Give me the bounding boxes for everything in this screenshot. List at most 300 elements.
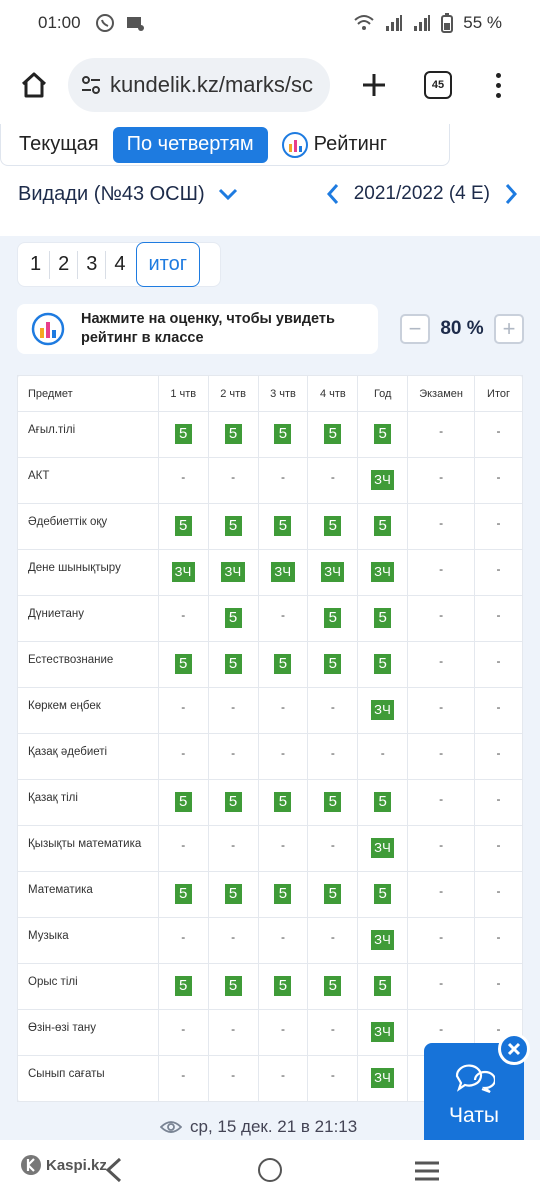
grade-cell	[208, 1056, 258, 1102]
grade-cell	[208, 642, 258, 688]
grade-cell	[208, 550, 258, 596]
subject-name: Ағыл.тілі	[18, 412, 159, 458]
grade-cell	[158, 780, 208, 826]
col-header: 2 чтв	[208, 376, 258, 412]
rating-chart-icon	[282, 132, 308, 158]
subject-name: Өзін-өзі тану	[18, 1010, 159, 1056]
recent-apps-icon[interactable]	[414, 1160, 440, 1182]
grade-cell	[208, 826, 258, 872]
grade-cell	[358, 1056, 408, 1102]
empty-grade: -	[496, 976, 501, 990]
quarter-2[interactable]: 2	[50, 251, 78, 279]
subject-name: АКТ	[18, 458, 159, 504]
grade-cell	[258, 734, 308, 780]
zoom-level: 80 %	[440, 318, 484, 339]
grade-cell	[208, 412, 258, 458]
grade-badge[interactable]: 5	[374, 654, 391, 674]
subject-name: Музыка	[18, 918, 159, 964]
school-year: 2021/2022 (4 Е)	[353, 183, 490, 204]
empty-grade: -	[496, 654, 501, 668]
url-text: kundelik.kz/marks/sc	[110, 72, 313, 97]
empty-grade: -	[181, 838, 186, 852]
subject-name: Естествознание	[18, 642, 159, 688]
empty-grade: -	[496, 424, 501, 438]
grade-cell	[258, 550, 308, 596]
grade-cell	[408, 642, 475, 688]
grade-cell	[158, 458, 208, 504]
rating-hint	[17, 304, 378, 354]
empty-grade: -	[439, 654, 444, 668]
subject-name: Көркем еңбек	[18, 688, 159, 734]
empty-grade: -	[280, 470, 285, 484]
empty-grade: -	[181, 930, 186, 944]
grade-cell	[408, 550, 475, 596]
empty-grade: -	[280, 930, 285, 944]
grade-cell	[308, 458, 358, 504]
grade-cell	[308, 1056, 358, 1102]
grade-badge[interactable]: 5	[324, 654, 341, 674]
empty-grade: -	[439, 976, 444, 990]
empty-grade: -	[280, 700, 285, 714]
grade-cell	[475, 964, 523, 1010]
subject-name: Қызықты математика	[18, 826, 159, 872]
grade-cell	[158, 550, 208, 596]
table-row	[18, 918, 523, 964]
zoom-out-button[interactable]: −	[400, 314, 430, 344]
table-row	[18, 734, 523, 780]
grade-badge[interactable]: 5	[225, 516, 242, 536]
empty-grade: -	[496, 470, 501, 484]
grade-badge[interactable]: 5	[175, 654, 192, 674]
grade-cell	[358, 458, 408, 504]
grade-badge[interactable]: 5	[324, 884, 341, 904]
grade-badge[interactable]: 5	[374, 792, 391, 812]
empty-grade: -	[330, 1022, 335, 1036]
grade-cell	[208, 964, 258, 1010]
grade-cell	[475, 412, 523, 458]
empty-grade: -	[231, 1068, 236, 1082]
signal-icon	[385, 14, 403, 32]
grade-cell	[208, 596, 258, 642]
quarter-3[interactable]: 3	[78, 251, 106, 279]
grade-badge[interactable]: 5	[225, 792, 242, 812]
grade-cell	[475, 780, 523, 826]
pass-badge[interactable]: ЗЧ	[371, 1068, 394, 1088]
navigation-bar	[0, 1140, 540, 1200]
grade-cell	[358, 780, 408, 826]
grade-cell	[158, 688, 208, 734]
grade-badge[interactable]: 5	[225, 424, 242, 444]
empty-grade: -	[439, 470, 444, 484]
empty-grade: -	[330, 746, 335, 760]
empty-grade: -	[380, 746, 385, 760]
grade-badge[interactable]: 5	[225, 654, 242, 674]
grade-cell	[158, 826, 208, 872]
empty-grade: -	[439, 792, 444, 806]
empty-grade: -	[330, 930, 335, 944]
back-icon[interactable]	[104, 1156, 124, 1184]
grade-badge[interactable]: 5	[175, 976, 192, 996]
grade-cell	[208, 688, 258, 734]
grade-badge[interactable]: 5	[225, 608, 242, 628]
empty-grade: -	[439, 838, 444, 852]
grade-cell	[258, 826, 308, 872]
school-selector[interactable]: Видади (№43 ОСШ)	[18, 182, 205, 205]
last-updated	[160, 1117, 357, 1137]
grade-cell	[308, 642, 358, 688]
grade-cell	[358, 826, 408, 872]
whatsapp-icon	[95, 13, 115, 33]
pass-badge[interactable]: ЗЧ	[371, 1022, 394, 1042]
plus-icon	[361, 72, 387, 98]
grade-badge[interactable]: 5	[374, 976, 391, 996]
col-header: Итог	[475, 376, 523, 412]
rating-chart-icon	[31, 312, 65, 346]
grade-cell	[308, 504, 358, 550]
grade-cell	[258, 872, 308, 918]
table-row	[18, 964, 523, 1010]
eye-icon	[160, 1119, 182, 1135]
grade-cell	[258, 688, 308, 734]
pass-badge[interactable]: ЗЧ	[321, 562, 344, 582]
tab-current[interactable]: Текущая	[19, 133, 99, 155]
grade-cell	[358, 872, 408, 918]
grade-cell	[258, 642, 308, 688]
grade-badge[interactable]: 5	[274, 654, 291, 674]
grade-badge[interactable]: 5	[175, 884, 192, 904]
grade-cell	[258, 964, 308, 1010]
subject-name: Қазақ тілі	[18, 780, 159, 826]
grade-cell	[408, 918, 475, 964]
grade-cell	[308, 780, 358, 826]
empty-grade: -	[496, 884, 501, 898]
grade-cell	[408, 872, 475, 918]
empty-grade: -	[439, 562, 444, 576]
grade-cell	[208, 872, 258, 918]
chevron-down-icon[interactable]	[217, 187, 239, 201]
subject-name: Дене шынықтыру	[18, 550, 159, 596]
grade-cell	[308, 412, 358, 458]
grade-badge[interactable]: 5	[374, 424, 391, 444]
grade-cell	[258, 412, 308, 458]
table-row	[18, 596, 523, 642]
hint-text: Нажмите на оценку, чтобы увидеть рейтинг в классе	[81, 311, 335, 346]
new-tab-button[interactable]	[354, 65, 394, 105]
grade-badge[interactable]: 5	[324, 608, 341, 628]
subject-name: Қазақ әдебиеті	[18, 734, 159, 780]
subject-name: Математика	[18, 872, 159, 918]
empty-grade: -	[280, 608, 285, 622]
empty-grade: -	[231, 930, 236, 944]
grade-cell	[158, 596, 208, 642]
grade-cell	[208, 780, 258, 826]
grade-cell	[475, 642, 523, 688]
grade-badge[interactable]: 5	[274, 976, 291, 996]
browser-toolbar	[0, 46, 540, 124]
quarter-1[interactable]: 1	[18, 251, 50, 279]
grade-badge[interactable]: 5	[324, 976, 341, 996]
empty-grade: -	[496, 838, 501, 852]
home-button[interactable]	[12, 63, 56, 107]
chat-label: Чаты	[449, 1104, 499, 1127]
grade-cell	[308, 596, 358, 642]
kaspi-logo-icon	[20, 1154, 42, 1176]
grade-cell	[358, 504, 408, 550]
grade-cell	[475, 504, 523, 550]
grade-cell	[475, 458, 523, 504]
empty-grade: -	[280, 838, 285, 852]
grade-cell	[358, 688, 408, 734]
grade-cell	[358, 1010, 408, 1056]
empty-grade: -	[439, 700, 444, 714]
pass-badge[interactable]: ЗЧ	[371, 838, 394, 858]
address-bar[interactable]	[68, 58, 330, 112]
view-tabs	[0, 124, 450, 166]
empty-grade: -	[181, 1068, 186, 1082]
pass-badge[interactable]: ЗЧ	[271, 562, 294, 582]
grade-cell	[408, 688, 475, 734]
empty-grade: -	[181, 608, 186, 622]
grade-badge[interactable]: 5	[274, 516, 291, 536]
grade-cell	[408, 412, 475, 458]
empty-grade: -	[496, 700, 501, 714]
grade-cell	[258, 780, 308, 826]
grade-cell	[258, 596, 308, 642]
col-header: Год	[358, 376, 408, 412]
grade-cell	[358, 964, 408, 1010]
grade-cell	[158, 734, 208, 780]
grade-cell	[208, 918, 258, 964]
grade-cell	[358, 550, 408, 596]
table-row	[18, 458, 523, 504]
grade-cell	[475, 826, 523, 872]
col-header: Предмет	[18, 376, 159, 412]
browser-menu-button[interactable]	[488, 73, 508, 98]
grade-cell	[358, 734, 408, 780]
last-updated-text: ср, 15 дек. 21 в 21:13	[190, 1117, 358, 1136]
pass-badge[interactable]: ЗЧ	[371, 930, 394, 950]
col-header: 3 чтв	[258, 376, 308, 412]
grade-badge[interactable]: 5	[324, 516, 341, 536]
table-row	[18, 550, 523, 596]
empty-grade: -	[496, 930, 501, 944]
page-content	[0, 124, 540, 1140]
grade-badge[interactable]: 5	[274, 424, 291, 444]
next-year-chevron-icon[interactable]	[504, 182, 518, 206]
wifi-icon	[353, 14, 375, 32]
grade-cell	[408, 596, 475, 642]
grade-cell	[408, 458, 475, 504]
status-time: 01:00	[38, 13, 81, 32]
quarter-selector	[17, 242, 221, 287]
grade-badge[interactable]: 5	[225, 976, 242, 996]
grade-cell	[408, 964, 475, 1010]
table-row	[18, 504, 523, 550]
grade-cell	[358, 918, 408, 964]
empty-grade: -	[496, 608, 501, 622]
marks-table	[17, 375, 523, 1102]
empty-grade: -	[496, 792, 501, 806]
home-icon	[19, 70, 49, 100]
grade-cell	[308, 550, 358, 596]
tab-rating-label: Рейтинг	[313, 133, 388, 155]
grade-cell	[208, 1010, 258, 1056]
table-row	[18, 642, 523, 688]
grade-cell	[208, 734, 258, 780]
grade-badge[interactable]: 5	[324, 424, 341, 444]
subject-name: Орыс тілі	[18, 964, 159, 1010]
table-header-row	[18, 376, 523, 412]
grade-badge[interactable]: 5	[175, 516, 192, 536]
prev-year-chevron-icon[interactable]	[326, 182, 340, 206]
grade-cell	[158, 964, 208, 1010]
grade-cell	[475, 734, 523, 780]
grade-cell	[408, 826, 475, 872]
zoom-in-button[interactable]: +	[494, 314, 524, 344]
quarter-final[interactable]: итог	[136, 242, 201, 287]
grade-cell	[308, 826, 358, 872]
grade-badge[interactable]: 5	[374, 608, 391, 628]
pass-badge[interactable]: ЗЧ	[221, 562, 244, 582]
grade-badge[interactable]: 5	[225, 884, 242, 904]
battery-level: 55 %	[463, 13, 502, 32]
grade-cell	[258, 918, 308, 964]
subject-name: Әдебиеттік оқу	[18, 504, 159, 550]
empty-grade: -	[439, 1022, 444, 1036]
pass-badge[interactable]: ЗЧ	[371, 562, 394, 582]
empty-grade: -	[496, 562, 501, 576]
grade-cell	[408, 734, 475, 780]
empty-grade: -	[181, 1022, 186, 1036]
empty-grade: -	[496, 746, 501, 760]
chat-bubbles-icon	[453, 1060, 495, 1098]
empty-grade: -	[330, 838, 335, 852]
empty-grade: -	[439, 884, 444, 898]
grade-cell	[158, 504, 208, 550]
table-row	[18, 826, 523, 872]
grade-cell	[158, 642, 208, 688]
grade-badge[interactable]: 5	[324, 792, 341, 812]
empty-grade: -	[280, 746, 285, 760]
grade-cell	[308, 872, 358, 918]
table-row	[18, 688, 523, 734]
empty-grade: -	[496, 516, 501, 530]
grade-badge[interactable]: 5	[175, 792, 192, 812]
empty-grade: -	[439, 516, 444, 530]
empty-grade: -	[231, 746, 236, 760]
table-row	[18, 412, 523, 458]
grade-cell	[358, 412, 408, 458]
grade-cell	[208, 504, 258, 550]
grade-cell	[358, 642, 408, 688]
grade-cell	[358, 596, 408, 642]
chat-close-button[interactable]	[498, 1033, 530, 1065]
empty-grade: -	[231, 700, 236, 714]
empty-grade: -	[330, 1068, 335, 1082]
grade-cell	[158, 1010, 208, 1056]
empty-grade: -	[439, 930, 444, 944]
empty-grade: -	[231, 1022, 236, 1036]
kaspi-label: Kaspi.kz	[46, 1156, 107, 1174]
battery-icon	[441, 13, 453, 33]
home-nav-button[interactable]	[258, 1158, 282, 1182]
empty-grade: -	[231, 470, 236, 484]
pass-badge[interactable]: ЗЧ	[172, 562, 195, 582]
grade-cell	[258, 1056, 308, 1102]
table-row	[18, 780, 523, 826]
empty-grade: -	[231, 838, 236, 852]
grade-cell	[475, 872, 523, 918]
empty-grade: -	[439, 746, 444, 760]
empty-grade: -	[330, 470, 335, 484]
tab-rating[interactable]	[268, 127, 401, 163]
empty-grade: -	[330, 700, 335, 714]
status-bar	[0, 0, 540, 46]
grade-badge[interactable]: 5	[175, 424, 192, 444]
grade-cell	[158, 918, 208, 964]
grade-cell	[475, 918, 523, 964]
message-icon	[125, 13, 145, 33]
grade-cell	[475, 596, 523, 642]
empty-grade: -	[439, 424, 444, 438]
tab-by-quarters[interactable]: По четвертям	[113, 127, 268, 163]
grade-badge[interactable]: 5	[374, 516, 391, 536]
grade-cell	[258, 458, 308, 504]
col-header: 4 чтв	[308, 376, 358, 412]
grade-cell	[158, 412, 208, 458]
grade-cell	[158, 1056, 208, 1102]
empty-grade: -	[181, 700, 186, 714]
grade-badge[interactable]: 5	[374, 884, 391, 904]
grade-cell	[475, 688, 523, 734]
kaspi-watermark	[20, 1154, 107, 1176]
grade-cell	[308, 964, 358, 1010]
grade-cell	[408, 504, 475, 550]
site-settings-icon[interactable]	[80, 74, 102, 96]
empty-grade: -	[181, 746, 186, 760]
grade-cell	[158, 872, 208, 918]
grade-badge[interactable]: 5	[274, 884, 291, 904]
tab-switcher-button[interactable]: 45	[424, 71, 452, 99]
zoom-control	[400, 314, 524, 344]
grade-cell	[408, 780, 475, 826]
quarter-4[interactable]: 4	[114, 253, 126, 275]
grade-cell	[308, 918, 358, 964]
col-header: 1 чтв	[158, 376, 208, 412]
empty-grade: -	[496, 1022, 501, 1036]
empty-grade: -	[280, 1068, 285, 1082]
marks-section	[0, 236, 540, 1140]
grade-cell	[258, 1010, 308, 1056]
col-header: Экзамен	[408, 376, 475, 412]
close-icon	[507, 1042, 521, 1056]
empty-grade: -	[439, 608, 444, 622]
grade-cell	[475, 550, 523, 596]
grade-cell	[308, 1010, 358, 1056]
grade-cell	[208, 458, 258, 504]
grade-cell	[308, 688, 358, 734]
grade-cell	[308, 734, 358, 780]
table-row	[18, 872, 523, 918]
grade-cell	[258, 504, 308, 550]
pass-badge[interactable]: ЗЧ	[371, 470, 394, 490]
empty-grade: -	[280, 1022, 285, 1036]
subject-name: Дүниетану	[18, 596, 159, 642]
pass-badge[interactable]: ЗЧ	[371, 700, 394, 720]
subject-name: Сынып сағаты	[18, 1056, 159, 1102]
empty-grade: -	[181, 470, 186, 484]
grade-badge[interactable]: 5	[274, 792, 291, 812]
